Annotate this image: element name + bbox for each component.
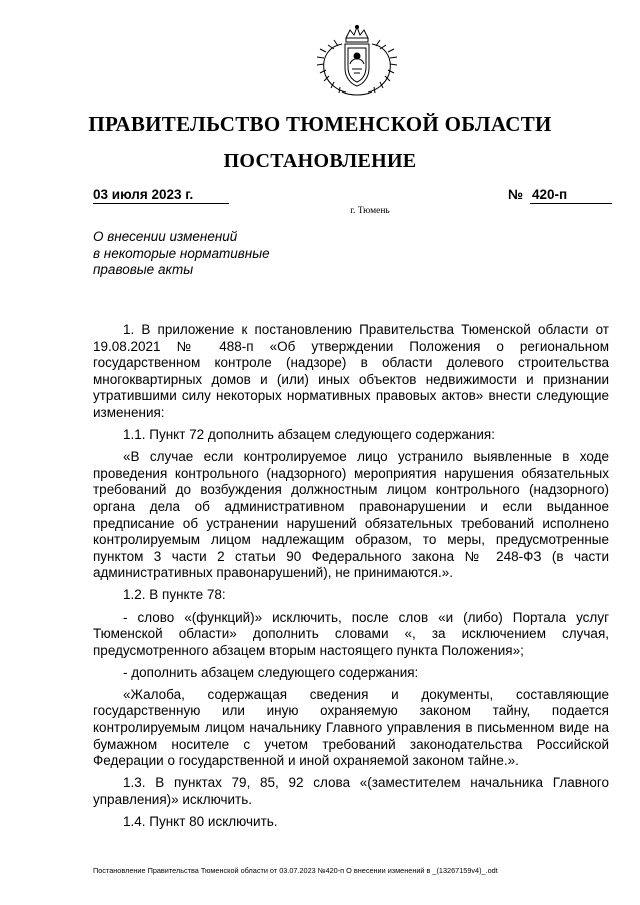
body-paragraph: - дополнить абзацем следующего содержания: — [123, 664, 419, 680]
document-city: г. Тюмень — [350, 206, 390, 216]
organization-title: ПРАВИТЕЛЬСТВО ТЮМЕНСКОЙ ОБЛАСТИ — [88, 112, 552, 136]
document-number-sign: № — [508, 187, 524, 202]
body-paragraph: 1.1. Пункт 72 дополнить абзацем следующего содержания: — [123, 427, 495, 443]
body-paragraph: 1.2. В пункте 78: — [123, 587, 226, 603]
document-type-title: ПОСТАНОВЛЕНИЕ — [223, 150, 417, 172]
body-paragraph: «В случае если контролируемое лицо устранило выявленные в ходе проведения контрольного (надзорного) мероприятия нарушения обязательных требований до возбуждения должностным лицом контрольного (надзорного) органа дела об административном правонарушении и если выданное предписание об устранении нарушений обязательных требований исполнено контролируемым лицом надлежащим образом, то меры, предусмотренные пунктом 3 части 2 статьи 90 Федерального закона № 248-ФЗ (в части административных правонарушений), не принимаются.». — [93, 449, 609, 581]
body-paragraph: 1.4. Пункт 80 исключить. — [123, 814, 278, 830]
document-subject — [93, 229, 353, 279]
tyumen-coat-of-arms-icon — [312, 24, 402, 98]
subject-line: в некоторые нормативные — [93, 245, 270, 261]
body-paragraph: «Жалоба, содержащая сведения и документы, составляющие государственную или иную охраняемую законом тайну, подается контролируемым лицом начальнику Главного управления в письменном виде на бумажном носителе с учетом требований законодательства Российской Федерации о государственной и иной охраняемой законом тайне.». — [93, 686, 609, 769]
document-date: 03 июля 2023 г. — [93, 187, 229, 204]
subject-line: О внесении изменений — [93, 229, 238, 244]
body-paragraph: - слово «(функций)» исключить, после слов «и (либо) Портала услуг Тюменской области» дополнить словами «, за исключением случая, предусмотренного абзацем вторым настоящего пункта Положения»; — [93, 609, 609, 658]
page-footer: Постановление Правительства Тюменской области от 03.07.2023 №420-п О внесении изменений в _(13267159v4)_.odt — [93, 866, 498, 875]
document-body — [93, 322, 609, 836]
body-paragraph: 1.3. В пунктах 79, 85, 92 слова «(заместителем начальника Главного управления)» исключить. — [93, 775, 609, 807]
subject-line: правовые акты — [93, 262, 194, 277]
document-number: 420-п — [530, 187, 612, 204]
body-paragraph: 1. В приложение к постановлению Правительства Тюменской области от 19.08.2021 № 488-п «Об утверждении Положения о региональном государственном контроле (надзоре) в области долевого строительства многоквартирных домов и (или) иных объектов недвижимости и признании утратившими силу некоторых нормативных правовых актов» внести следующие изменения: — [93, 322, 609, 420]
